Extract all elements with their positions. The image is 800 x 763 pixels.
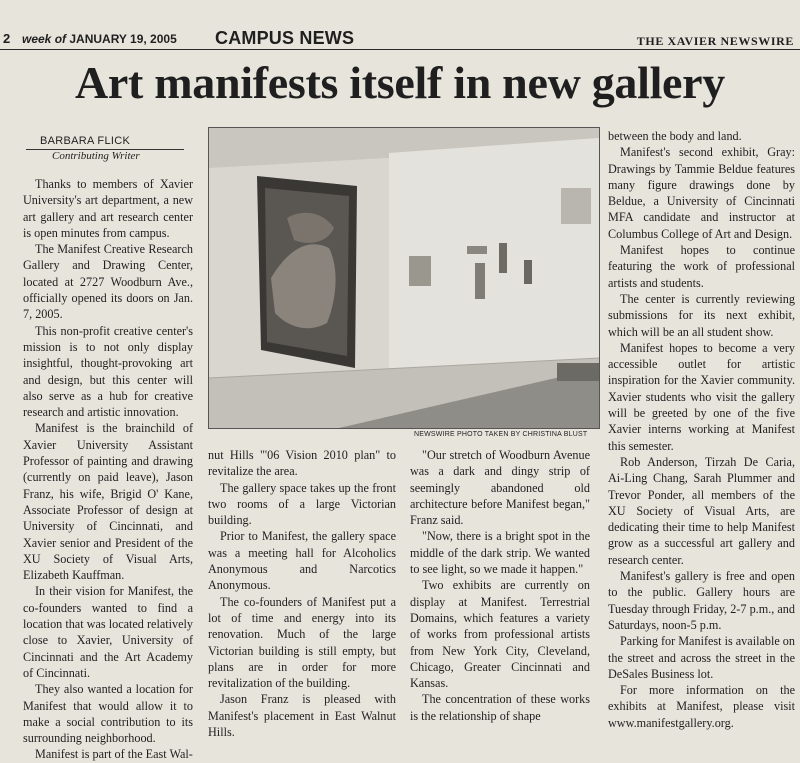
paper-name: THE XAVIER NEWSWIRE [636, 34, 794, 48]
column-4 [608, 128, 795, 731]
column-2 [208, 447, 396, 740]
paragraph: Manifest hopes to become a very accessible outlet for artistic inspiration for the Xavier community. Xavier students who visit the gallery will be greeted by one of the five Xavier interns working at Manifest this semester. [608, 340, 795, 453]
paragraph: Parking for Manifest is available on the street and across the street in the DeSales Business lot. [608, 634, 795, 681]
photo-credit: NEWSWIRE PHOTO TAKEN BY CHRISTINA BLUST [414, 431, 588, 438]
section-title: CAMPUS NEWS [215, 28, 355, 48]
paragraph: Manifest's gallery is free and open to the public. Gallery hours are Tuesday through Friday, 2-7 p.m., and Saturdays, noon-5 p.m. [608, 569, 795, 632]
paragraph: nut Hills "'06 Vision 2010 plan" to revitalize the area. [208, 448, 396, 479]
paragraph: Manifest is part of the East Wal- [35, 747, 193, 762]
date-prefix: week of [22, 32, 67, 46]
paragraph: Thanks to members of Xavier University's art department, a new art gallery and art research center is open minutes from campus. [23, 177, 193, 240]
paragraph: "Our stretch of Woodburn Avenue was a dark and dingy strip of seemingly abandoned old architecture before Manifest began," Franz said. [410, 448, 590, 528]
gallery-photo [208, 127, 600, 429]
gallery-photo-image [209, 128, 599, 428]
paragraph: The Manifest Creative Research Gallery and Drawing Center, located at 2727 Woodburn Ave., officially opened its doors on Jan. 7, 2005. [23, 242, 193, 322]
paragraph: This non-profit creative center's mission is to not only display insightful, thought-provoking art and design, but this center will also serve as a hub for creative research and artistic innovation. [23, 323, 193, 420]
paragraph: The gallery space takes up the front two rooms of a large Victorian building. [208, 480, 396, 528]
paragraph: between the body and land. [608, 129, 742, 143]
headline: Art manifests itself in new gallery [75, 57, 725, 108]
masthead-rule [0, 49, 800, 50]
masthead [0, 27, 800, 49]
paragraph: Jason Franz is pleased with Manifest's placement in East Walnut Hills. [208, 692, 396, 740]
column-3 [410, 447, 590, 724]
paragraph: Manifest's second exhibit, Gray: Drawings by Tammie Beldue features many figure drawings done by Beldue, a University of Cincinnati MFA candidate and instructor at Columbus College of Art and Design. [608, 145, 795, 241]
paragraph: "Now, there is a bright spot in the middle of the dark strip. We wanted to see light, so we made it happen." [410, 529, 590, 577]
issue-date [22, 32, 177, 46]
paragraph: They also wanted a location for Manifest that would allow it to make a social contribution to its surrounding neighborhood. [23, 682, 193, 746]
paragraph: The concentration of these works is the relationship of shape [410, 692, 590, 723]
paragraph: Manifest hopes to continue featuring the work of professional artists and students. [608, 243, 795, 290]
paragraph: Rob Anderson, Tirzah De Caria, Ai-Ling Chang, Sarah Plummer and Trevor Ponder, all members of the XU Society of Visual Arts, are dedicating their time to help Manifest grow as a successful art gallery and research center. [608, 454, 795, 567]
paragraph: Two exhibits are currently on display at Manifest. Terrestrial Domains, which features a variety of works from professional artists from New York City, Cleveland, Chicago, Greater Cincinnati and Kansas. [410, 578, 590, 691]
column-1 [23, 176, 193, 763]
author-name: BARBARA FLICK [40, 135, 131, 147]
paragraph: In their vision for Manifest, the co-founders wanted to find a location that was located relatively close to Xavier, University of Cincinnati and the Art Academy of Cincinnati. [23, 584, 193, 680]
paragraph: Manifest is the brainchild of Xavier University Assistant Professor of painting and drawing (currently on paid leave), Jason Franz, his wife, Brigid O' Kane, Associate Professor of design at University of Cincinnati, and Xavier senior and President of the XU Society of Visual Arts, Elizabeth Kauffman. [23, 421, 193, 583]
paragraph: The co-founders of Manifest put a lot of time and energy into its renovation. Much of the large Victorian building is still empty, but plans are in order for more revitalization of the building. [208, 594, 396, 691]
page-number: 2 [3, 31, 11, 46]
paragraph: Prior to Manifest, the gallery space was a meeting hall for Alcoholics Anonymous and Narcotics Anonymous. [208, 529, 396, 593]
author-role: Contributing Writer [52, 150, 140, 162]
date-value: JANUARY 19, 2005 [69, 32, 177, 46]
paragraph: The center is currently reviewing submissions for its next exhibit, which will be an all student show. [608, 291, 795, 339]
paragraph: For more information on the exhibits at Manifest, please visit www.manifestgallery.org. [608, 683, 795, 730]
